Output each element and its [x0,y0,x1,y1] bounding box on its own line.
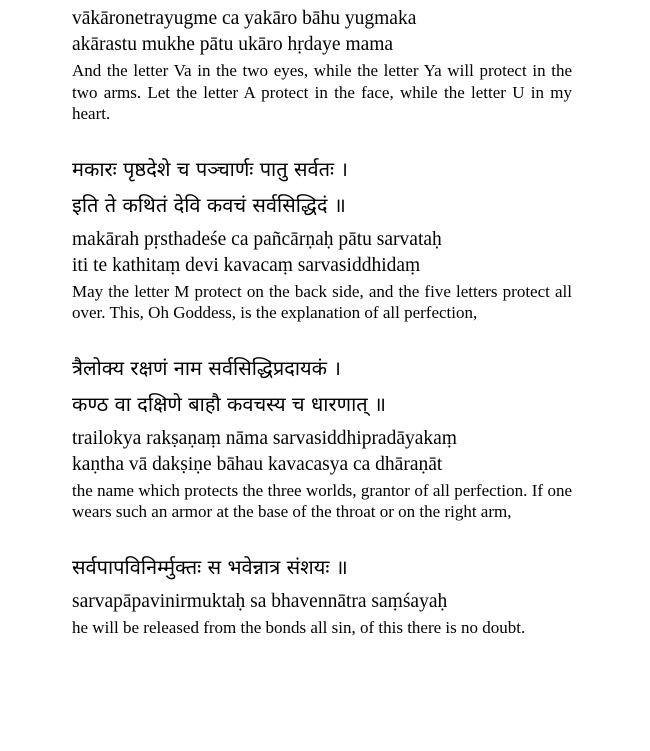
devanagari-line: सर्वपापविनिर्म्मुक्तः स भवेन्नात्र संशयः ॥ [72,554,348,579]
translation-paragraph: And the letter Va in the two eyes, while the letter Ya will protect in the two arms. Let the letter A protect in the face, while the letter U in my heart. [72,61,572,123]
transliteration-line: iti te kathitaṃ devi kavacaṃ sarvasiddhidaṃ [72,254,421,276]
verse-block [72,6,572,125]
transliteration-line: akārastu mukhe pātu ukāro hṛdaye mama [72,34,394,55]
devanagari-line: त्रैलोक्य रक्षणं नाम सर्वसिद्धिप्रदायकं । [72,355,341,380]
transliteration-line: sarvapāpavinirmuktaḥ sa bhavennātra saṃśayaḥ [72,590,448,612]
verse-block [72,350,572,523]
transliteration-line: vākāronetrayugme ca yakāro bāhu yugmaka [72,8,417,29]
document-page [72,6,572,638]
translation-paragraph: May the letter M protect on the back side, and the five letters protect all over. This, Oh Goddess, is the explanation of all perfection, [72,281,572,322]
transliteration-line: trailokya rakṣaṇaṃ nāma sarvasiddhipradāyakaṃ [72,427,457,449]
verse-block [72,151,572,324]
devanagari-line: कण्ठ वा दक्षिणे बाहौ कवचस्य च धारणात् ॥ [72,391,387,416]
translation-paragraph: he will be released from the bonds all sin, of this there is no doubt. [72,617,526,637]
devanagari-line: इति ते कथितं देवि कवचं सर्वसिद्धिदं ॥ [72,192,346,217]
devanagari-line: मकारः पृष्ठदेशे च पञ्चार्णः पातु सर्वतः । [72,156,349,181]
transliteration-line: makārah pṛsthadeśe ca pañcārṇaḥ pātu sarvataḥ [72,228,442,250]
translation-paragraph: the name which protects the three worlds, grantor of all perfection. If one wears such an armor at the base of the throat or on the right arm, [72,480,572,521]
transliteration-line: kaṇtha vā dakṣiṇe bāhau kavacasya ca dhāraṇāt [72,453,443,475]
verse-block [72,549,572,639]
